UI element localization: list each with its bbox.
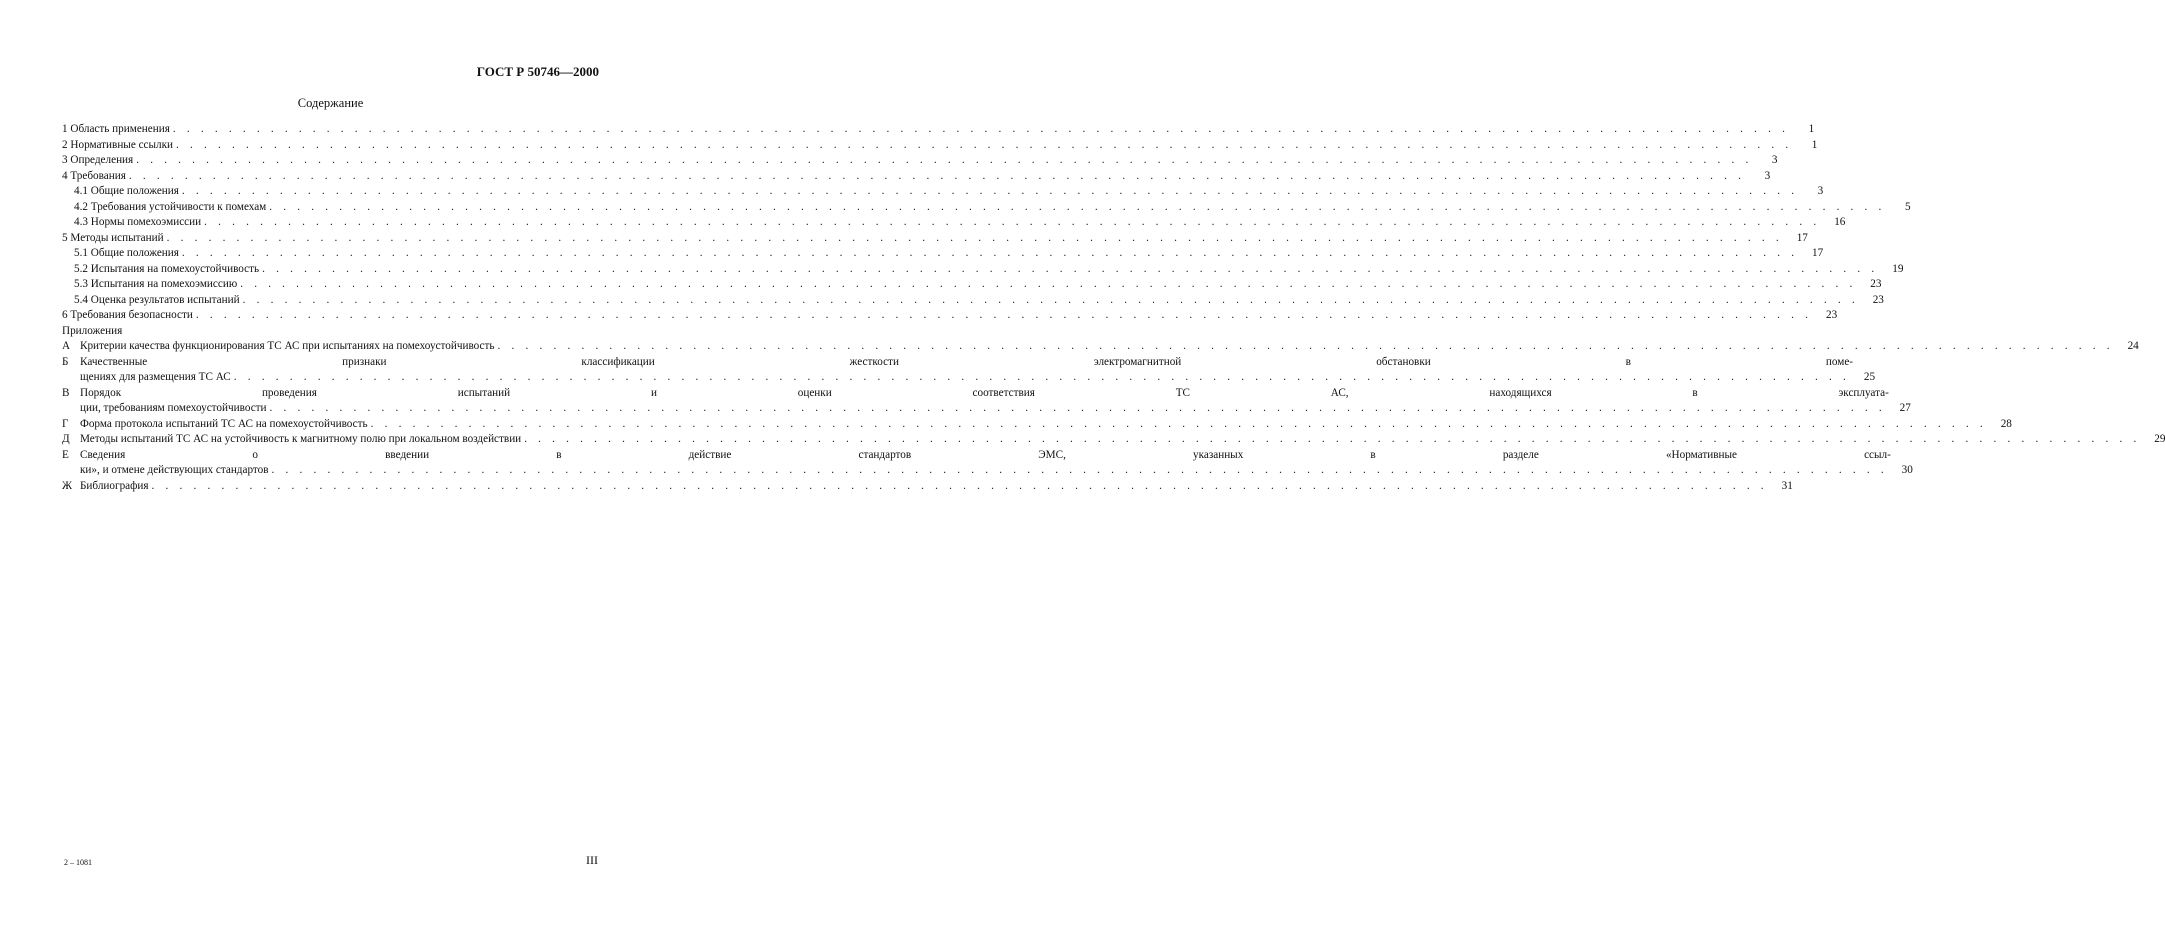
appendix-entry	[62, 479, 1793, 495]
toc-entry-title: ки», и отмене действующих стандартов	[80, 464, 269, 476]
dot-leader	[173, 122, 1789, 138]
toc-entry	[62, 169, 1771, 185]
toc-entry-title: Критерии качества функционирования ТС АС при испытаниях на помехоустойчивость	[80, 340, 495, 352]
toc-entry-title: 2 Нормативные ссылки	[62, 138, 174, 151]
toc-entry-title: ции, требованиям помехоустойчивости	[80, 402, 267, 414]
toc-entry-page: 31	[1781, 479, 1793, 492]
appendix-title-line: Сведения о введении в действие стандартов ЭМС, указанных в разделе «Нормативные ссыл-	[80, 448, 1891, 461]
dot-leader	[176, 138, 1792, 154]
toc-entry	[62, 122, 1815, 138]
toc-entry	[80, 479, 1793, 495]
toc-entry-title: 5.3 Испытания на помехоэмиссию	[74, 278, 238, 290]
toc-entry-page: 1	[1811, 138, 1818, 151]
appendix-entry	[62, 432, 2165, 448]
toc-entry-title: 4 Требования	[62, 169, 126, 182]
toc-entry-page: 3	[1771, 154, 1778, 166]
appendix-body	[80, 386, 1911, 417]
footer-print-code: 2 – 1081	[64, 858, 92, 867]
toc-entry-page: 25	[1863, 371, 1876, 383]
toc-entry-page: 5	[1904, 200, 1911, 213]
toc-entry-title: 3 Определения	[62, 154, 134, 166]
appendix-letter: Е	[62, 448, 69, 461]
dot-leader	[269, 200, 1885, 216]
toc-entry	[62, 153, 1778, 169]
toc-entry-title: Библиография	[80, 479, 149, 492]
toc-entry	[62, 231, 1808, 247]
toc-entry	[62, 277, 1882, 293]
appendix-body	[80, 448, 1913, 479]
dot-leader	[524, 432, 2140, 448]
toc-entry-page: 3	[1817, 185, 1824, 197]
appendix-body	[80, 479, 1793, 495]
appendix-letter: Г	[62, 417, 69, 430]
appendix-entry	[62, 448, 1913, 479]
toc-entry	[80, 463, 1913, 479]
appendix-title-line: Качественные признаки классификации жесткости электромагнитной обстановки в поме-	[80, 355, 1854, 368]
dot-leader	[182, 246, 1798, 262]
footer-page-number: III	[586, 853, 598, 867]
appendix-title-line: Порядок проведения испытаний и оценки соответствия ТС АС, находящихся в эксплуата-	[80, 386, 1889, 399]
toc-entry	[62, 200, 1911, 216]
dot-leader	[272, 463, 1888, 479]
toc-entry-page: 23	[1872, 293, 1884, 306]
toc-entry-title: 4.1 Общие положения	[74, 185, 179, 197]
toc-entry-title: 5.4 Оценка результатов испытаний	[74, 293, 240, 306]
toc-entry-page: 29	[2154, 433, 2165, 445]
toc-entry-title: 6 Требования безопасности	[62, 309, 193, 321]
appendix-letter: Ж	[62, 479, 73, 492]
appendix-letter: Б	[62, 355, 69, 368]
appendix-body	[80, 417, 2012, 433]
dot-leader	[152, 479, 1768, 495]
toc-entry-title: 4.2 Требования устойчивости к помехам	[74, 200, 267, 213]
appendix-entry	[62, 339, 2139, 355]
dot-leader	[136, 153, 1752, 169]
toc-entry-page: 17	[1812, 247, 1824, 259]
appendix-body	[80, 339, 2139, 355]
toc-entry-title: щениях для размещения ТС АС	[80, 371, 231, 383]
dot-leader	[497, 339, 2113, 355]
toc-entry	[62, 215, 1846, 231]
appendix-entry	[62, 355, 1876, 386]
dot-leader	[234, 370, 1850, 386]
dot-leader	[243, 293, 1859, 309]
toc-entry-page: 23	[1870, 278, 1882, 290]
table-of-contents	[62, 122, 2165, 494]
toc-entry-page: 3	[1764, 169, 1771, 182]
toc-entry	[80, 370, 1875, 386]
toc-entry-title: 1 Область применения	[62, 123, 170, 135]
toc-entry	[62, 262, 1904, 278]
appendix-body	[80, 355, 1875, 386]
toc-entry	[80, 417, 2012, 433]
toc-entry-title: Методы испытаний ТС АС на устойчивость к магнитному полю при локальном воздействии	[80, 433, 522, 445]
appendix-heading: Приложения	[62, 324, 123, 337]
toc-entry	[62, 293, 1884, 309]
toc-entry-page: 27	[1899, 402, 1911, 414]
toc-appendices	[62, 339, 2165, 494]
page-header: ГОСТ Р 50746—2000	[476, 64, 599, 79]
toc-entry	[80, 401, 1911, 417]
toc-entry	[80, 432, 2165, 448]
toc-entry	[62, 308, 1838, 324]
dot-leader	[204, 215, 1820, 231]
dot-leader	[167, 231, 1783, 247]
appendix-entry	[62, 386, 1911, 417]
toc-entry-page: 24	[2127, 340, 2139, 352]
dot-leader	[240, 277, 1856, 293]
appendix-letter: Д	[62, 433, 70, 445]
dot-leader	[270, 401, 1886, 417]
toc-entry-page: 30	[1901, 464, 1913, 476]
toc-entry-title: Форма протокола испытаний ТС АС на помехоустойчивость	[80, 417, 368, 430]
appendix-letter: А	[62, 340, 71, 352]
toc-entry-page: 19	[1892, 262, 1904, 275]
toc-entry	[62, 184, 1824, 200]
toc-entry	[80, 339, 2139, 355]
toc-entry-page: 17	[1796, 231, 1808, 244]
toc-sections	[62, 122, 1911, 324]
toc-entry-page: 1	[1808, 123, 1815, 135]
toc-entry-title: 5.2 Испытания на помехоустойчивость	[74, 262, 260, 275]
toc-entry-page: 23	[1825, 309, 1838, 321]
toc-entry-title: 4.3 Нормы помехоэмиссии	[74, 216, 202, 228]
dot-leader	[182, 184, 1798, 200]
appendix-letter: В	[62, 386, 70, 399]
toc-entry	[62, 138, 1818, 154]
toc-entry-page: 16	[1834, 216, 1846, 228]
toc-entry	[62, 246, 1824, 262]
dot-leader	[262, 262, 1878, 278]
toc-entry-title: 5.1 Общие положения	[74, 247, 179, 259]
toc-entry-page: 28	[2000, 417, 2012, 430]
dot-leader	[196, 308, 1812, 324]
toc-entry-title: 5 Методы испытаний	[62, 231, 164, 244]
toc-title: Содержание	[297, 96, 364, 110]
appendix-entry	[62, 417, 2012, 433]
appendix-body	[80, 432, 2165, 448]
dot-leader	[129, 169, 1745, 185]
dot-leader	[371, 417, 1987, 433]
